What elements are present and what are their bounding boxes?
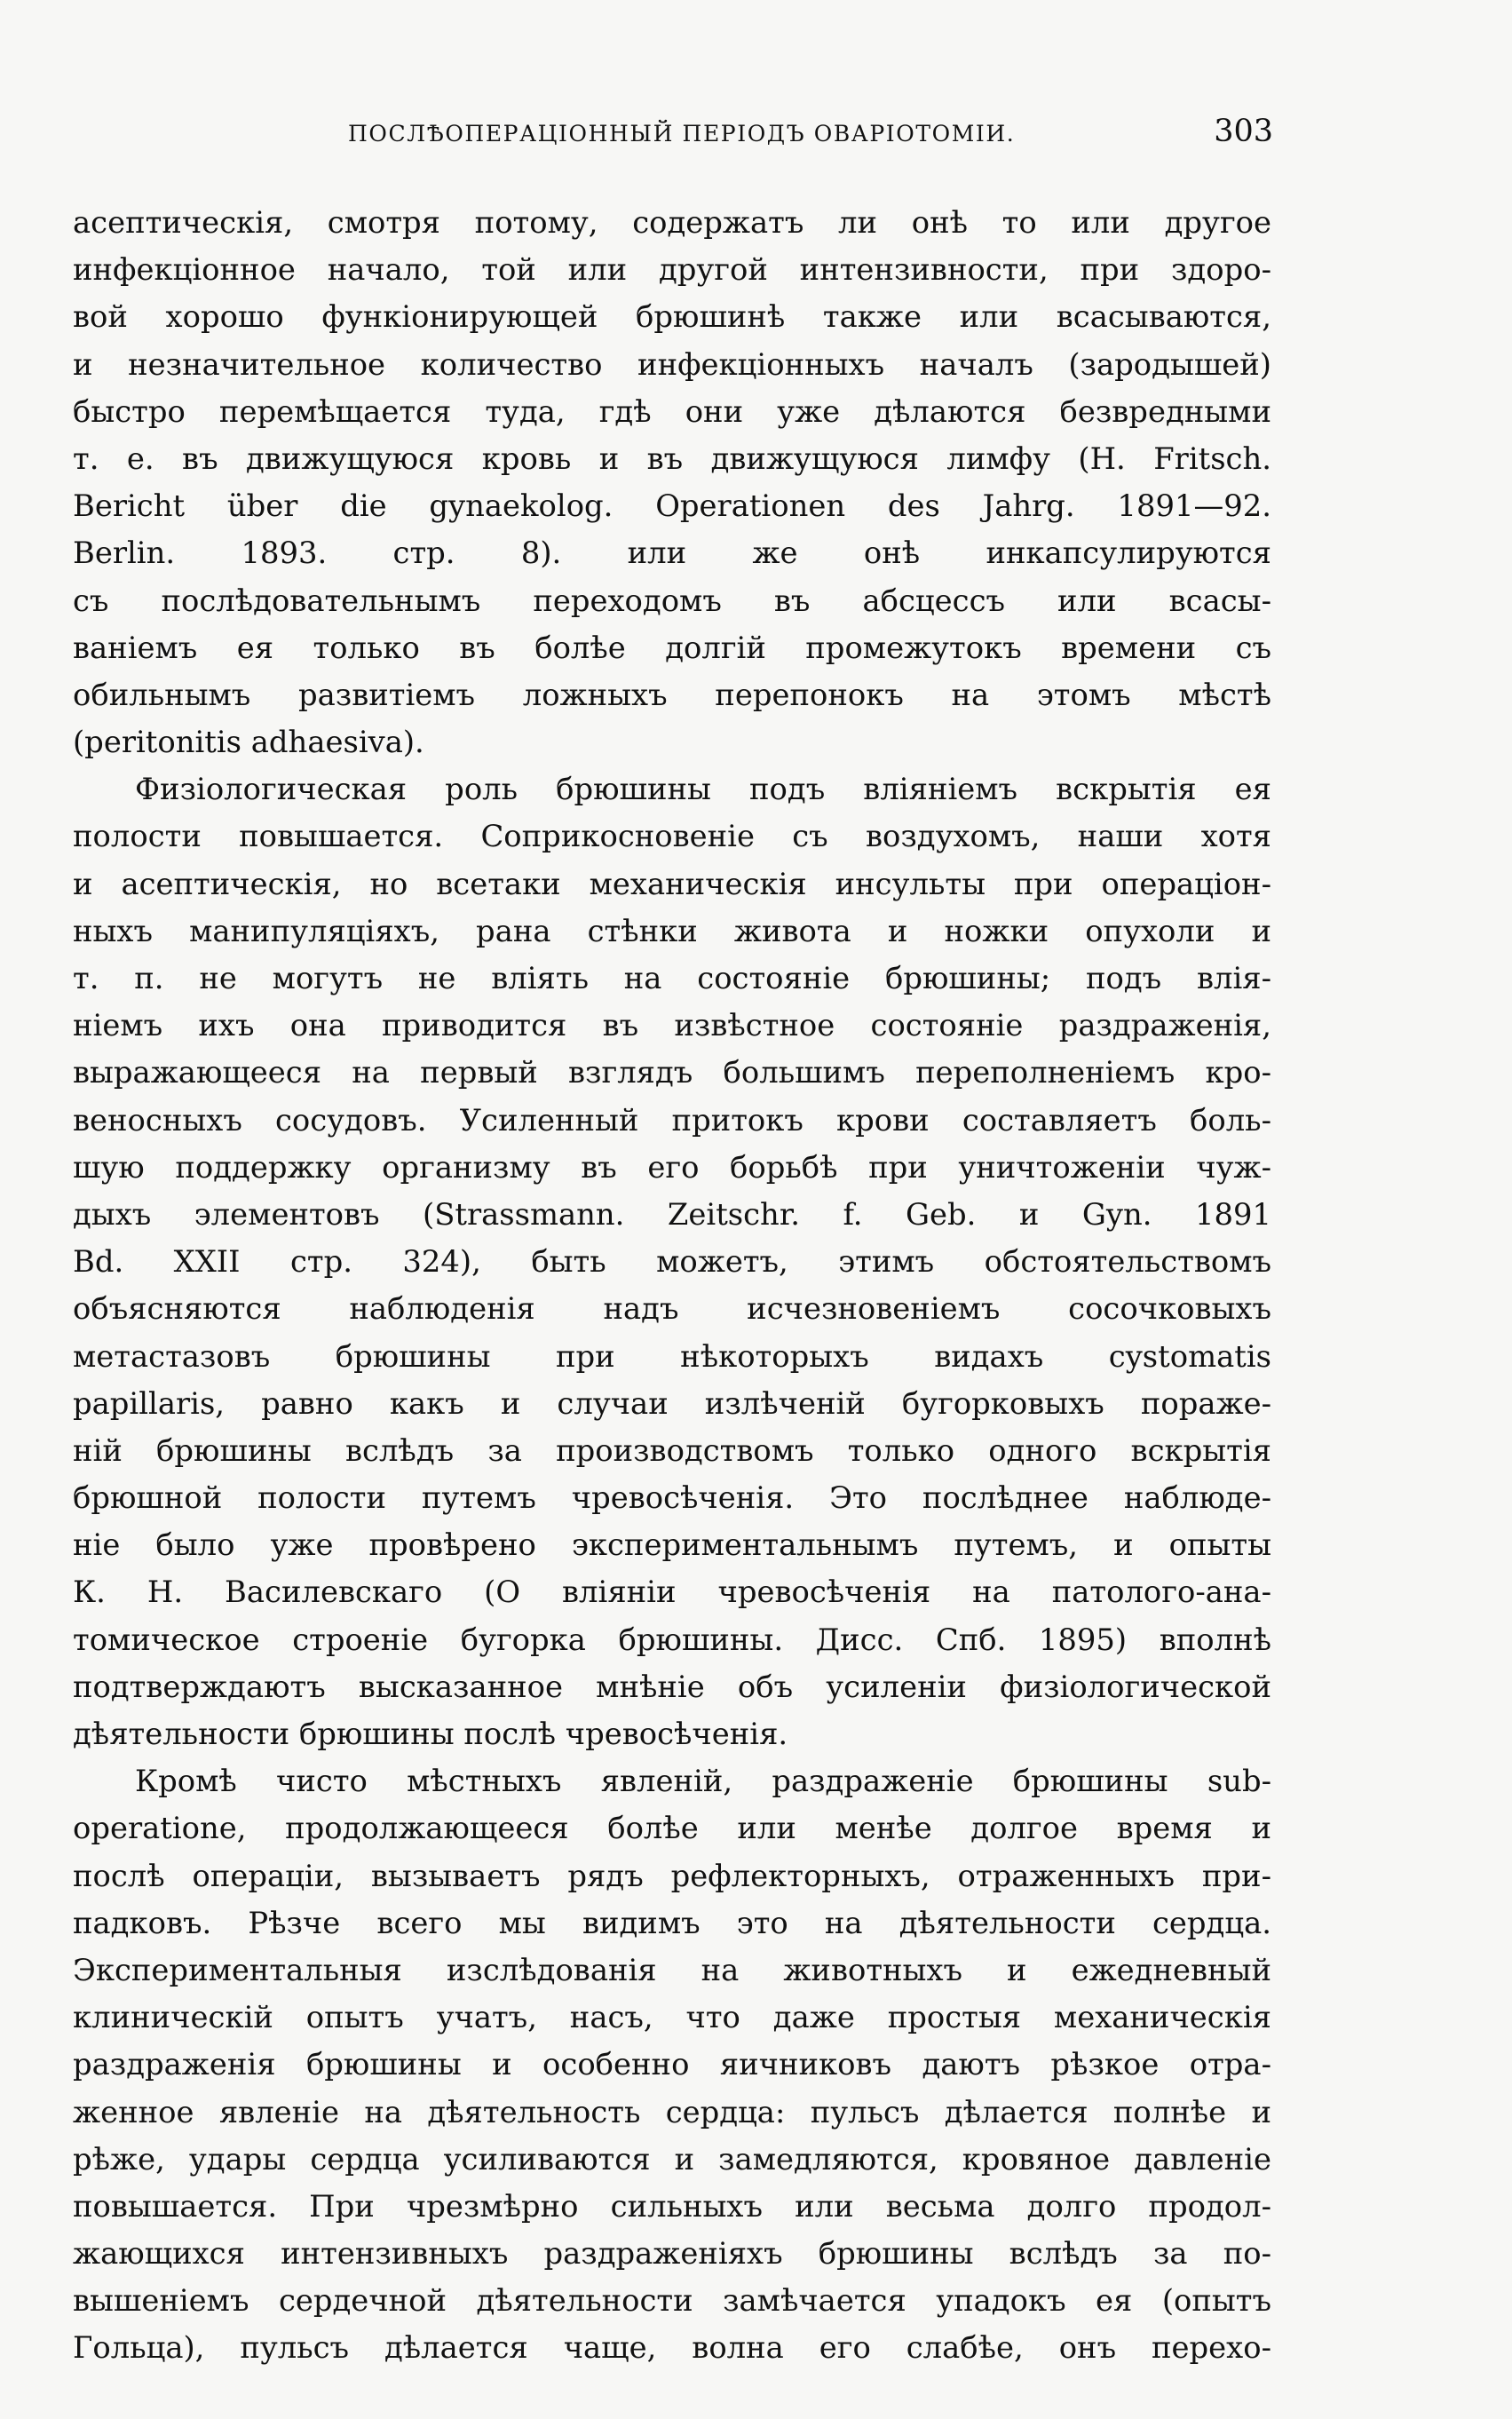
running-title: ПОСЛѢОПЕРАЦІОННЫЙ ПЕРІОДЪ ОВАРІОТОМІИ.: [348, 121, 1016, 147]
book-page: [73, 114, 1271, 2372]
text-line: operatione, продолжающееся болѣе или менѣе долгое время и: [73, 1811, 1271, 1846]
text-line: papillaris, равно какъ и случаи излѣченій бугорковыхъ пораже-: [73, 1385, 1271, 1421]
text-line: (peritonitis adhaesiva).: [73, 725, 424, 760]
text-line: Bd. XXII стр. 324), быть можетъ, этимъ обстоятельствомъ: [73, 1244, 1271, 1280]
paragraph-2: [73, 765, 1271, 1757]
text-line: ній брюшины вслѣдъ за производствомъ только одного вскрытія: [73, 1432, 1271, 1468]
paragraph-3: [73, 1757, 1271, 2371]
text-line: Bericht über die gynaekolog. Operationen des Jahrg. 1891—92.: [73, 488, 1271, 524]
text-line: и незначительное количество инфекціонныхъ началъ (зародышей): [73, 346, 1271, 382]
text-line: шую поддержку организму въ его борьбѣ при уничтоженіи чуж-: [73, 1149, 1271, 1185]
text-line: асептическія, смотря потому, содержатъ ли онѣ то или другое: [73, 205, 1271, 240]
text-line: брюшной полости путемъ чревосѣченія. Это послѣднее наблюде-: [73, 1480, 1271, 1516]
text-line: Кромѣ чисто мѣстныхъ явленій, раздраженіе брюшины sub-: [135, 1764, 1271, 1799]
text-line: т. е. въ движущуюся кровь и въ движущуюся лимфу (H. Fritsch.: [73, 440, 1271, 476]
text-line: Физіологическая роль брюшины подъ вліяніемъ вскрытія ея: [135, 772, 1271, 807]
text-line: женное явленіе на дѣятельность сердца: пульсъ дѣлается полнѣе и: [73, 2094, 1271, 2130]
text-line: томическое строеніе бугорка брюшины. Дисс. Спб. 1895) вполнѣ: [73, 1622, 1271, 1657]
text-line: рѣже, удары сердца усиливаются и замедляются, кровяное давленіе: [73, 2141, 1271, 2177]
text-line: К. Н. Василевскаго (О вліяніи чревосѣченія на патолого-ана-: [73, 1574, 1271, 1610]
text-line: Гольца), пульсъ дѣлается чаще, волна его слабѣе, онъ перехо-: [73, 2330, 1271, 2366]
text-line: обильнымъ развитіемъ ложныхъ перепонокъ на этомъ мѣстѣ: [73, 677, 1271, 712]
text-line: съ послѣдовательнымъ переходомъ въ абсцессъ или всасы-: [73, 583, 1271, 618]
text-line: послѣ операціи, вызываетъ рядъ рефлекторныхъ, отраженныхъ при-: [73, 1858, 1271, 1893]
text-line: и асептическія, но всетаки механическія инсульты при операціон-: [73, 866, 1271, 901]
text-line: т. п. не могутъ не вліять на состояніе брюшины; подъ влія-: [73, 961, 1271, 995]
body-text: [73, 199, 1271, 2372]
text-line: быстро перемѣщается туда, гдѣ они уже дѣлаются безвредными: [73, 393, 1271, 429]
text-line: выражающееся на первый взглядъ большимъ переполненіемъ кро-: [73, 1055, 1271, 1091]
text-line: ныхъ манипуляціяхъ, рана стѣнки живота и ножки опухоли и: [73, 913, 1271, 948]
text-line: веносныхъ сосудовъ. Усиленный притокъ крови составляетъ боль-: [73, 1102, 1271, 1138]
text-line: метастазовъ брюшины при нѣкоторыхъ видахъ cystomatis: [73, 1338, 1271, 1374]
page-header: [73, 114, 1271, 167]
text-line: вой хорошо функіонирующей брюшинѣ также или всасываются,: [73, 299, 1271, 335]
text-line: полости повышается. Соприкосновеніе съ воздухомъ, наши хотя: [73, 819, 1271, 854]
text-line: повышается. При чрезмѣрно сильныхъ или весьма долго продол-: [73, 2188, 1271, 2224]
text-line: Berlin. 1893. стр. 8). или же онѣ инкапсулируются: [73, 535, 1271, 571]
text-line: ніемъ ихъ она приводится въ извѣстное состояніе раздраженія,: [73, 1008, 1271, 1043]
text-line: жающихся интензивныхъ раздраженіяхъ брюшины вслѣдъ за по-: [73, 2236, 1271, 2272]
text-line: Экспериментальныя изслѣдованія на животныхъ и ежедневный: [73, 1952, 1271, 1987]
text-line: ваніемъ ея только въ болѣе долгій промежутокъ времени съ: [73, 630, 1271, 665]
text-line: раздраженія брюшины и особенно яичниковъ даютъ рѣзкое отра-: [73, 2047, 1271, 2082]
text-line: ніе было уже провѣрено экспериментальнымъ путемъ, и опыты: [73, 1527, 1271, 1563]
text-line: дыхъ элементовъ (Strassmann. Zeitschr. f. Geb. и Gyn. 1891: [73, 1196, 1271, 1232]
text-line: дѣятельности брюшины послѣ чревосѣченія.: [73, 1717, 788, 1751]
text-line: вышеніемъ сердечной дѣятельности замѣчается упадокъ ея (опытъ: [73, 2283, 1271, 2319]
text-line: инфекціонное начало, той или другой интензивности, при здоро-: [73, 252, 1271, 288]
text-line: объясняются наблюденія надъ исчезновеніемъ сосочковыхъ: [73, 1291, 1271, 1327]
text-line: падковъ. Рѣзче всего мы видимъ это на дѣятельности сердца.: [73, 1905, 1271, 1940]
paragraph-1: [73, 199, 1271, 765]
page-number: 303: [1214, 114, 1273, 149]
text-line: подтверждаютъ высказанное мнѣніе объ усиленіи физіологической: [73, 1669, 1271, 1704]
text-line: клиническій опытъ учатъ, насъ, что даже простыя механическія: [73, 2000, 1271, 2035]
